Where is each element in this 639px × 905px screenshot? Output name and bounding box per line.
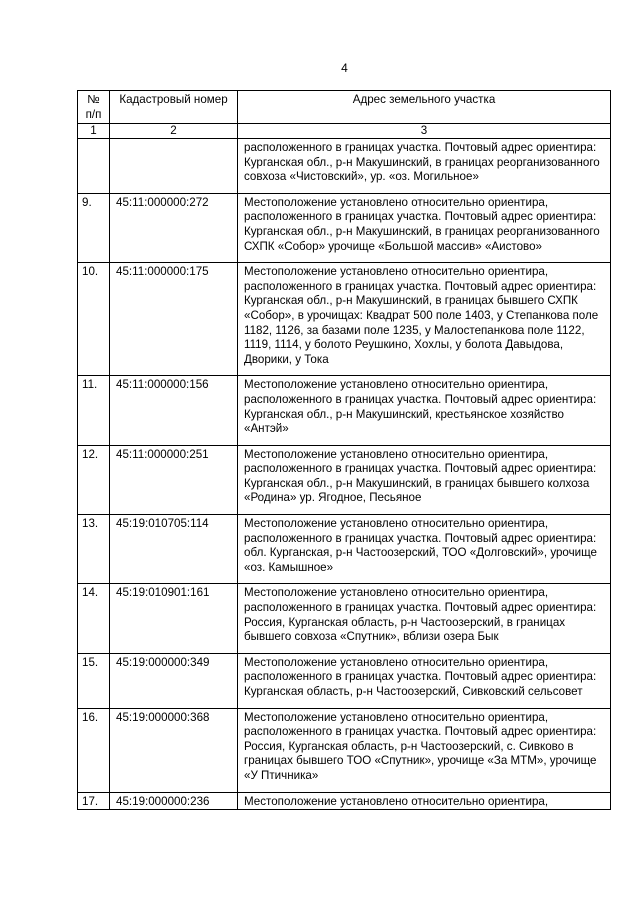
plot-address: расположенного в границах участка. Почтовый адрес ориентира: Курганская обл., р-н Макушинский, в границах реорганизованного совхоза «Чистовский», ур. «оз. Могильное»: [238, 139, 611, 194]
cadastral-number: 45:19:010705:114: [110, 515, 238, 584]
plot-address: Местоположение установлено относительно ориентира, расположенного в границах участка. Почтовый адрес ориентира: обл. Курганская, р-н Частоозерский, ТОО «Долговский», урочище «оз. Камышное»: [238, 515, 611, 584]
cadastral-number: 45:19:000000:236: [110, 792, 238, 810]
table-header-row: [78, 91, 611, 124]
column-numbers-row: [78, 124, 611, 139]
row-number: [78, 139, 110, 194]
row-number: 17.: [78, 792, 110, 810]
plot-address: Местоположение установлено относительно ориентира, расположенного в границах участка. Почтовый адрес ориентира: Курганская обл., р-н Макушинский, в границах бывшего колхоза «Родина» ур. Ягодное, Песьяное: [238, 445, 611, 514]
plot-address: Местоположение установлено относительно ориентира, расположенного в границах участка. Почтовый адрес ориентира: Россия, Курганская область, р-н Частоозерский, с. Сивково в границах бывшего ТОО «Спутник», урочище «За МТМ», урочище «У Птичника»: [238, 708, 611, 792]
column-number: 3: [238, 124, 611, 139]
row-number: 10.: [78, 263, 110, 376]
row-number: 15.: [78, 653, 110, 708]
cadastral-number: 45:19:000000:368: [110, 708, 238, 792]
table-row: [78, 708, 611, 792]
cadastral-number: 45:11:000000:175: [110, 263, 238, 376]
land-plots-table: [77, 90, 611, 810]
page-number: 4: [341, 61, 348, 75]
row-number: 12.: [78, 445, 110, 514]
cadastral-number: 45:11:000000:156: [110, 376, 238, 445]
column-number: 2: [110, 124, 238, 139]
table-row: [78, 376, 611, 445]
header-address: Адрес земельного участка: [238, 91, 611, 124]
header-cadastral-number: Кадастровый номер: [110, 91, 238, 124]
row-number: 11.: [78, 376, 110, 445]
table-row: [78, 445, 611, 514]
table-row: [78, 263, 611, 376]
table-row: [78, 653, 611, 708]
plot-address: Местоположение установлено относительно ориентира,: [238, 792, 611, 810]
plot-address: Местоположение установлено относительно ориентира, расположенного в границах участка. Почтовый адрес ориентира: Курганская обл., р-н Макушинский, крестьянское хозяйство «Антэй»: [238, 376, 611, 445]
table-row: [78, 792, 611, 810]
plot-address: Местоположение установлено относительно ориентира, расположенного в границах участка. Почтовый адрес ориентира: Курганская обл., р-н Макушинский, в границах бывшего СХПК «Собор», в урочищах: Квадрат 500 поле 1403, у Степанкова поле 1182, 1126, за базами поле 1235, у Малостепанкова поле 1122, 1119, 1114, у болото Реушкино, Хохлы, у болота Давыдова, Дворики, у Тока: [238, 263, 611, 376]
cadastral-number: [110, 139, 238, 194]
row-number: 14.: [78, 584, 110, 653]
plot-address: Местоположение установлено относительно ориентира, расположенного в границах участка. Почтовый адрес ориентира: Россия, Курганская область, р-н Частоозерский, в границах бывшего совхоза «Спутник», вблизи озера Бык: [238, 584, 611, 653]
cadastral-number: 45:19:010901:161: [110, 584, 238, 653]
plot-address: Местоположение установлено относительно ориентира, расположенного в границах участка. Почтовый адрес ориентира: Курганская область, р-н Частоозерский, Сивковский сельсовет: [238, 653, 611, 708]
row-number: 13.: [78, 515, 110, 584]
row-number: 16.: [78, 708, 110, 792]
header-number: № п/п: [78, 91, 110, 124]
table-row: [78, 193, 611, 262]
table-row: [78, 515, 611, 584]
cadastral-number: 45:11:000000:251: [110, 445, 238, 514]
cadastral-number: 45:19:000000:349: [110, 653, 238, 708]
table-row: [78, 139, 611, 194]
column-number: 1: [78, 124, 110, 139]
cadastral-number: 45:11:000000:272: [110, 193, 238, 262]
table-row: [78, 584, 611, 653]
plot-address: Местоположение установлено относительно ориентира, расположенного в границах участка. Почтовый адрес ориентира: Курганская обл., р-н Макушинский, в границах реорганизованного СХПК «Собор» урочище «Большой массив» «Аистово»: [238, 193, 611, 262]
row-number: 9.: [78, 193, 110, 262]
